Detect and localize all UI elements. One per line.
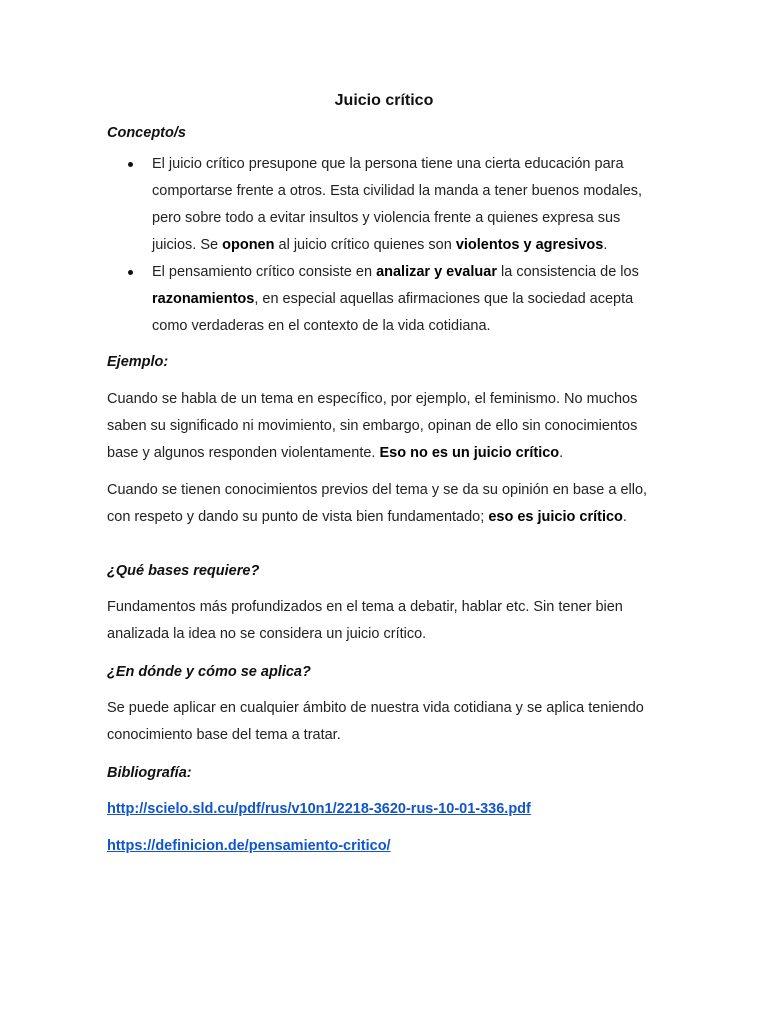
bibliography-heading: Bibliografía: bbox=[107, 765, 192, 781]
example-paragraph-2: Cuando se tienen conocimientos previos del tema y se da su opinión en base a ello, con respeto y dando su punto de vista bien fundamentado; eso es juicio crítico. bbox=[107, 482, 648, 525]
concept-heading: Concepto/s bbox=[107, 125, 186, 141]
bullet-dot-icon bbox=[128, 162, 133, 167]
example-heading: Ejemplo: bbox=[107, 354, 169, 370]
bullet-text: El juicio crítico presupone que la persona tiene una cierta educación para comportarse frente a otros. Esta civilidad la manda a tener buenos modales, pero sobre todo a evitar insultos y violencia frente a quienes expresa sus juicios. Se oponen al juicio crítico quienes son violentos y agresivos. bbox=[152, 156, 643, 253]
apply-paragraph: Se puede aplicar en cualquier ámbito de nuestra vida cotidiana y se aplica teniendo conocimiento base del tema a tratar. bbox=[107, 700, 644, 743]
bases-paragraph: Fundamentos más profundizados en el tema a debatir, hablar etc. Sin tener bien analizada la idea no se considera un juicio crítico. bbox=[107, 599, 623, 642]
bibliography-link-definicion[interactable]: https://definicion.de/pensamiento-critico/ bbox=[107, 838, 391, 854]
bases-heading: ¿Qué bases requiere? bbox=[107, 563, 260, 579]
apply-heading: ¿En dónde y cómo se aplica? bbox=[107, 664, 311, 680]
example-paragraph-1: Cuando se habla de un tema en específico, por ejemplo, el feminismo. No muchos saben su significado ni movimiento, sin embargo, opinan de ello sin conocimientos base y algunos responden violentamente. Eso no es un juicio crítico. bbox=[107, 391, 638, 461]
bibliography-link-scielo[interactable]: http://scielo.sld.cu/pdf/rus/v10n1/2218-3620-rus-10-01-336.pdf bbox=[107, 801, 531, 817]
concept-bullet-list bbox=[107, 151, 667, 340]
concept-bullet-item bbox=[107, 151, 667, 259]
bullet-text: El pensamiento crítico consiste en analizar y evaluar la consistencia de los razonamientos, en especial aquellas afirmaciones que la sociedad acepta como verdaderas en el contexto de la vida cotidiana. bbox=[152, 264, 639, 334]
bullet-dot-icon bbox=[128, 270, 133, 275]
concept-bullet-item bbox=[107, 259, 667, 340]
document-title: Juicio crítico bbox=[334, 92, 434, 109]
